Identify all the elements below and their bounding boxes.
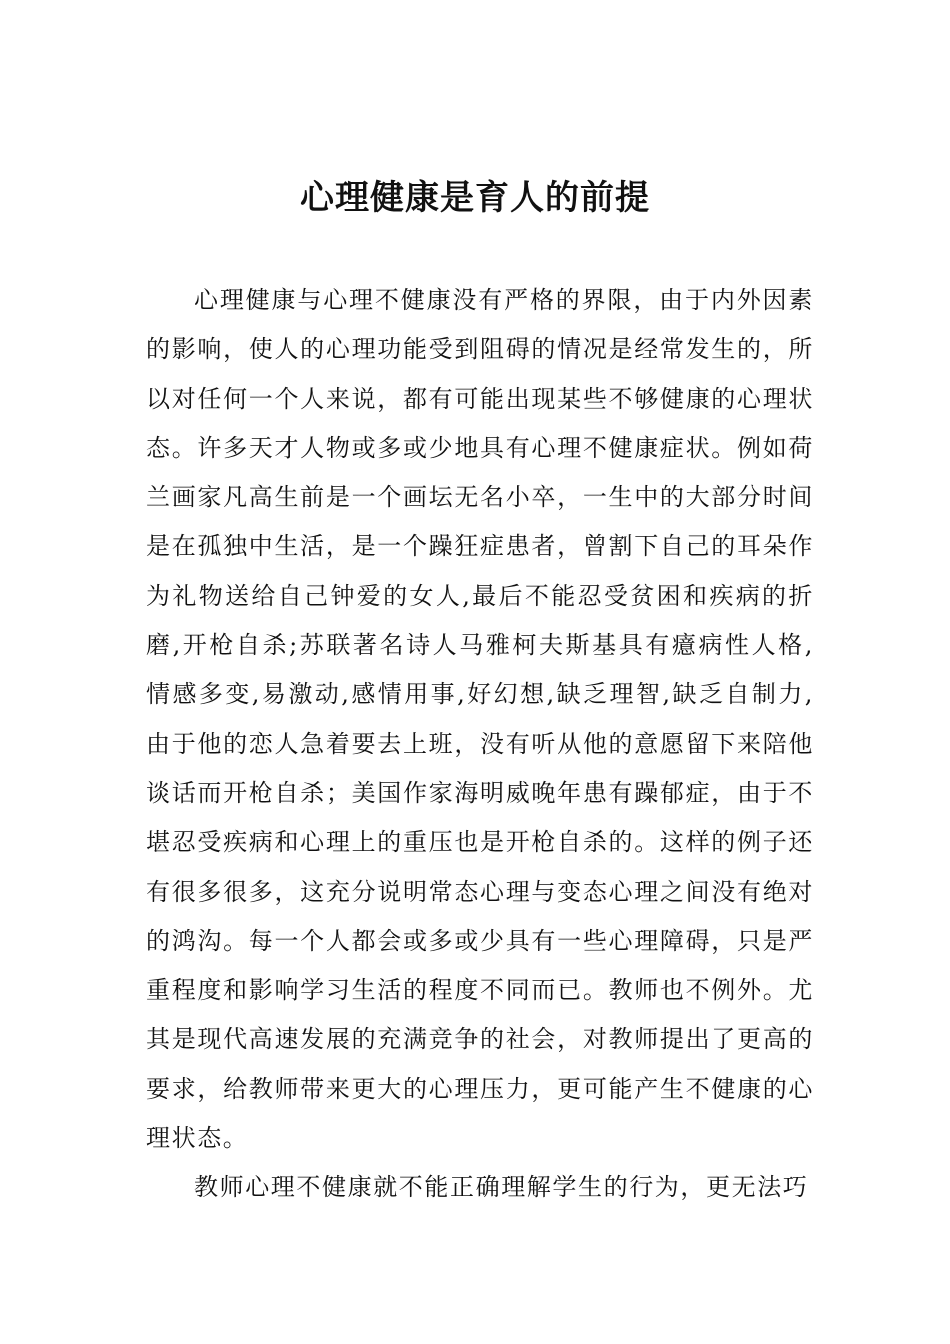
document-body bbox=[146, 276, 814, 1213]
document-title: 心理健康是育人的前提 bbox=[300, 178, 650, 218]
paragraph-1: 心理健康与心理不健康没有严格的界限，由于内外因素的影响，使人的心理功能受到阻碍的情况是经常发生的，所以对任何一个人来说，都有可能出现某些不够健康的心理状态。许多天才人物或多或少地具有心理不健康症状。例如荷兰画家凡高生前是一个画坛无名小卒，一生中的大部分时间是在孤独中生活，是一个躁狂症患者，曾割下自己的耳朵作为礼物送给自己钟爱的女人,最后不能忍受贫困和疾病的折磨,开枪自杀;苏联著名诗人马雅柯夫斯基具有癔病性人格,情感多变,易激动,感情用事,好幻想,缺乏理智,缺乏自制力,由于他的恋人急着要去上班，没有听从他的意愿留下来陪他谈话而开枪自杀；美国作家海明威晚年患有躁郁症，由于不堪忍受疾病和心理上的重压也是开枪自杀的。这样的例子还有很多很多，这充分说明常态心理与变态心理之间没有绝对的鸿沟。每一个人都会或多或少具有一些心理障碍，只是严重程度和影响学习生活的程度不同而已。教师也不例外。尤其是现代高速发展的充满竞争的社会，对教师提出了更高的要求，给教师带来更大的心理压力，更可能产生不健康的心理状态。 bbox=[146, 286, 814, 1153]
paragraph-2: 教师心理不健康就不能正确理解学生的行为，更无法巧 bbox=[194, 1173, 809, 1202]
